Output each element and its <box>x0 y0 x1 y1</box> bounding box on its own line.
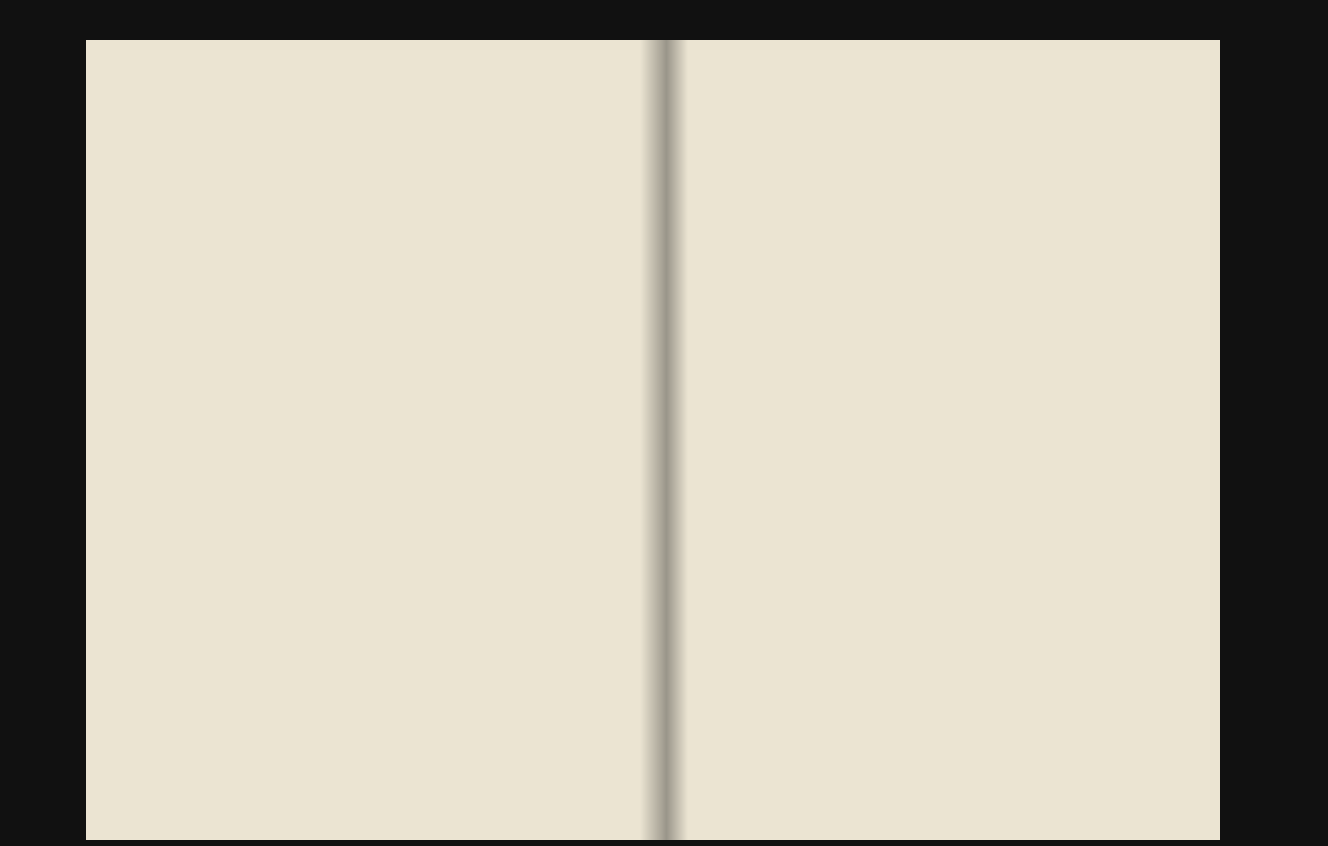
gutter <box>640 40 688 840</box>
left-page <box>86 40 664 840</box>
right-page <box>664 40 1220 840</box>
